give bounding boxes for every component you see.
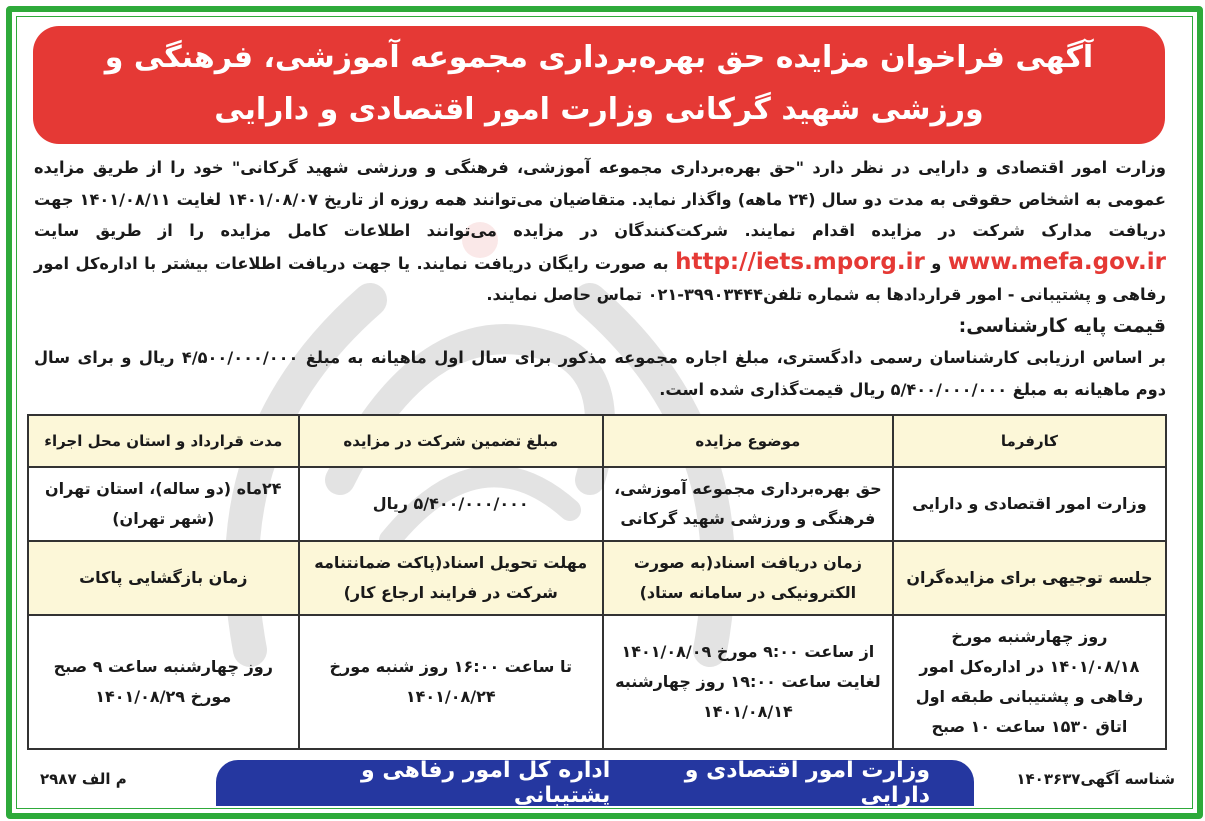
footer-code: م الف ۲۹۸۷ <box>40 770 127 788</box>
title-line-1: آگهی فراخوان مزایده حق بهره‌برداری مجموعه آموزشی، فرهنگی و <box>104 40 1094 75</box>
table-subheader-row <box>28 541 1166 615</box>
subheader-deliver-docs: مهلت تحویل اسناد(پاکت ضمانتنامه شرکت در فرایند ارجاع کار) <box>299 541 603 615</box>
table-row <box>28 615 1166 749</box>
paragraph-1-contact: به صورت رایگان دریافت نمایند. یا جهت دریافت اطلاعات بیشتر با اداره‌کل امور رفاهی و پشتیبانی - امور قراردادها به شماره تلفن۳۹۹۰۳۴۴۴-۰۲۱ تماس حاصل نمایند. <box>34 253 1166 304</box>
cell-deliver-docs: تا ساعت ۱۶:۰۰ روز شنبه مورخ ۱۴۰۱/۰۸/۲۴ <box>299 615 603 749</box>
cell-duration: ۲۴ماه (دو ساله)، استان تهران (شهر تهران) <box>28 467 299 541</box>
title-line-2: ورزشی شهید گرکانی وزارت امور اقتصادی و دارایی <box>214 92 984 127</box>
auction-details-table <box>27 414 1167 750</box>
conjunction-text: و <box>931 253 942 273</box>
cell-subject: حق بهره‌برداری مجموعه آموزشی، فرهنگی و ورزشی شهید گرکانی <box>603 467 893 541</box>
table-row <box>28 467 1166 541</box>
table-header-row <box>28 415 1166 467</box>
iets-website-link[interactable]: http://iets.mporg.ir <box>675 248 925 275</box>
cell-guarantee: ۵/۴۰۰/۰۰۰/۰۰۰ ریال <box>299 467 603 541</box>
paragraph-1-text: وزارت امور اقتصادی و دارایی در نظر دارد "حق بهره‌برداری مجموعه آموزشی، فرهنگی و ورزشی شهید گرکانی" خود را از طریق مزایده عمومی به اشخاص حقوقی به مدت دو سال (۲۴ ماهه) واگذار نماید. متقاضیان می‌توانند همه روزه از تاریخ ۱۴۰۱/۰۸/۰۷ لغایت ۱۴۰۱/۰۸/۱۱ جهت دریافت مدارک شرکت در مزایده اقدام نمایند. شرکت‌کنندگان در مزایده می‌توانند اطلاعات کامل مزایده را از طریق سایت <box>34 158 1166 240</box>
subheader-briefing: جلسه توجیهی برای مزایده‌گران <box>893 541 1166 615</box>
footer-banner <box>216 760 974 806</box>
base-price-paragraph: بر اساس ارزیابی کارشناسان رسمی دادگستری، مبلغ اجاره مجموعه مذکور برای سال اول ماهیانه به مبلغ ۴/۵۰۰/۰۰۰/۰۰۰ ریال و برای سال دوم ماهیانه به مبلغ ۵/۴۰۰/۰۰۰/۰۰۰ ریال قیمت‌گذاری شده است. <box>34 348 1167 399</box>
title-banner <box>33 26 1165 144</box>
footer-department: اداره کل امور رفاهی و پشتیبانی <box>361 758 611 808</box>
header-employer: کارفرما <box>893 415 1166 467</box>
announcement-paragraph-1 <box>34 152 1166 311</box>
cell-opening: روز چهارشنبه ساعت ۹ صبح مورخ ۱۴۰۱/۰۸/۲۹ <box>28 615 299 749</box>
header-duration: مدت قرارداد و استان محل اجراء <box>28 415 299 467</box>
header-subject: موضوع مزایده <box>603 415 893 467</box>
cell-briefing: روز چهارشنبه مورخ ۱۴۰۱/۰۸/۱۸ در اداره‌کل امور رفاهی و پشتیبانی طبقه اول اتاق ۱۵۳۰ ساعت ۱۰ صبح <box>893 615 1166 749</box>
footer <box>20 758 1185 808</box>
subheader-opening: زمان بازگشایی پاکات <box>28 541 299 615</box>
ad-id: شناسه آگهی۱۴۰۳۶۳۷ <box>1016 770 1175 788</box>
subheader-receive-docs: زمان دریافت اسناد(به صورت الکترونیکی در سامانه ستاد) <box>603 541 893 615</box>
cell-employer: وزارت امور اقتصادی و دارایی <box>893 467 1166 541</box>
announcement-body <box>34 152 1166 405</box>
mefa-website-link[interactable]: www.mefa.gov.ir <box>947 248 1166 275</box>
footer-ministry: وزارت امور اقتصادی و دارایی <box>684 758 930 808</box>
header-guarantee: مبلغ تضمین شرکت در مزایده <box>299 415 603 467</box>
base-price-heading: قیمت پایه کارشناسی: <box>958 314 1166 337</box>
cell-receive-docs: از ساعت ۹:۰۰ مورخ ۱۴۰۱/۰۸/۰۹ لغایت ساعت ۱۹:۰۰ روز چهارشنبه ۱۴۰۱/۰۸/۱۴ <box>603 615 893 749</box>
